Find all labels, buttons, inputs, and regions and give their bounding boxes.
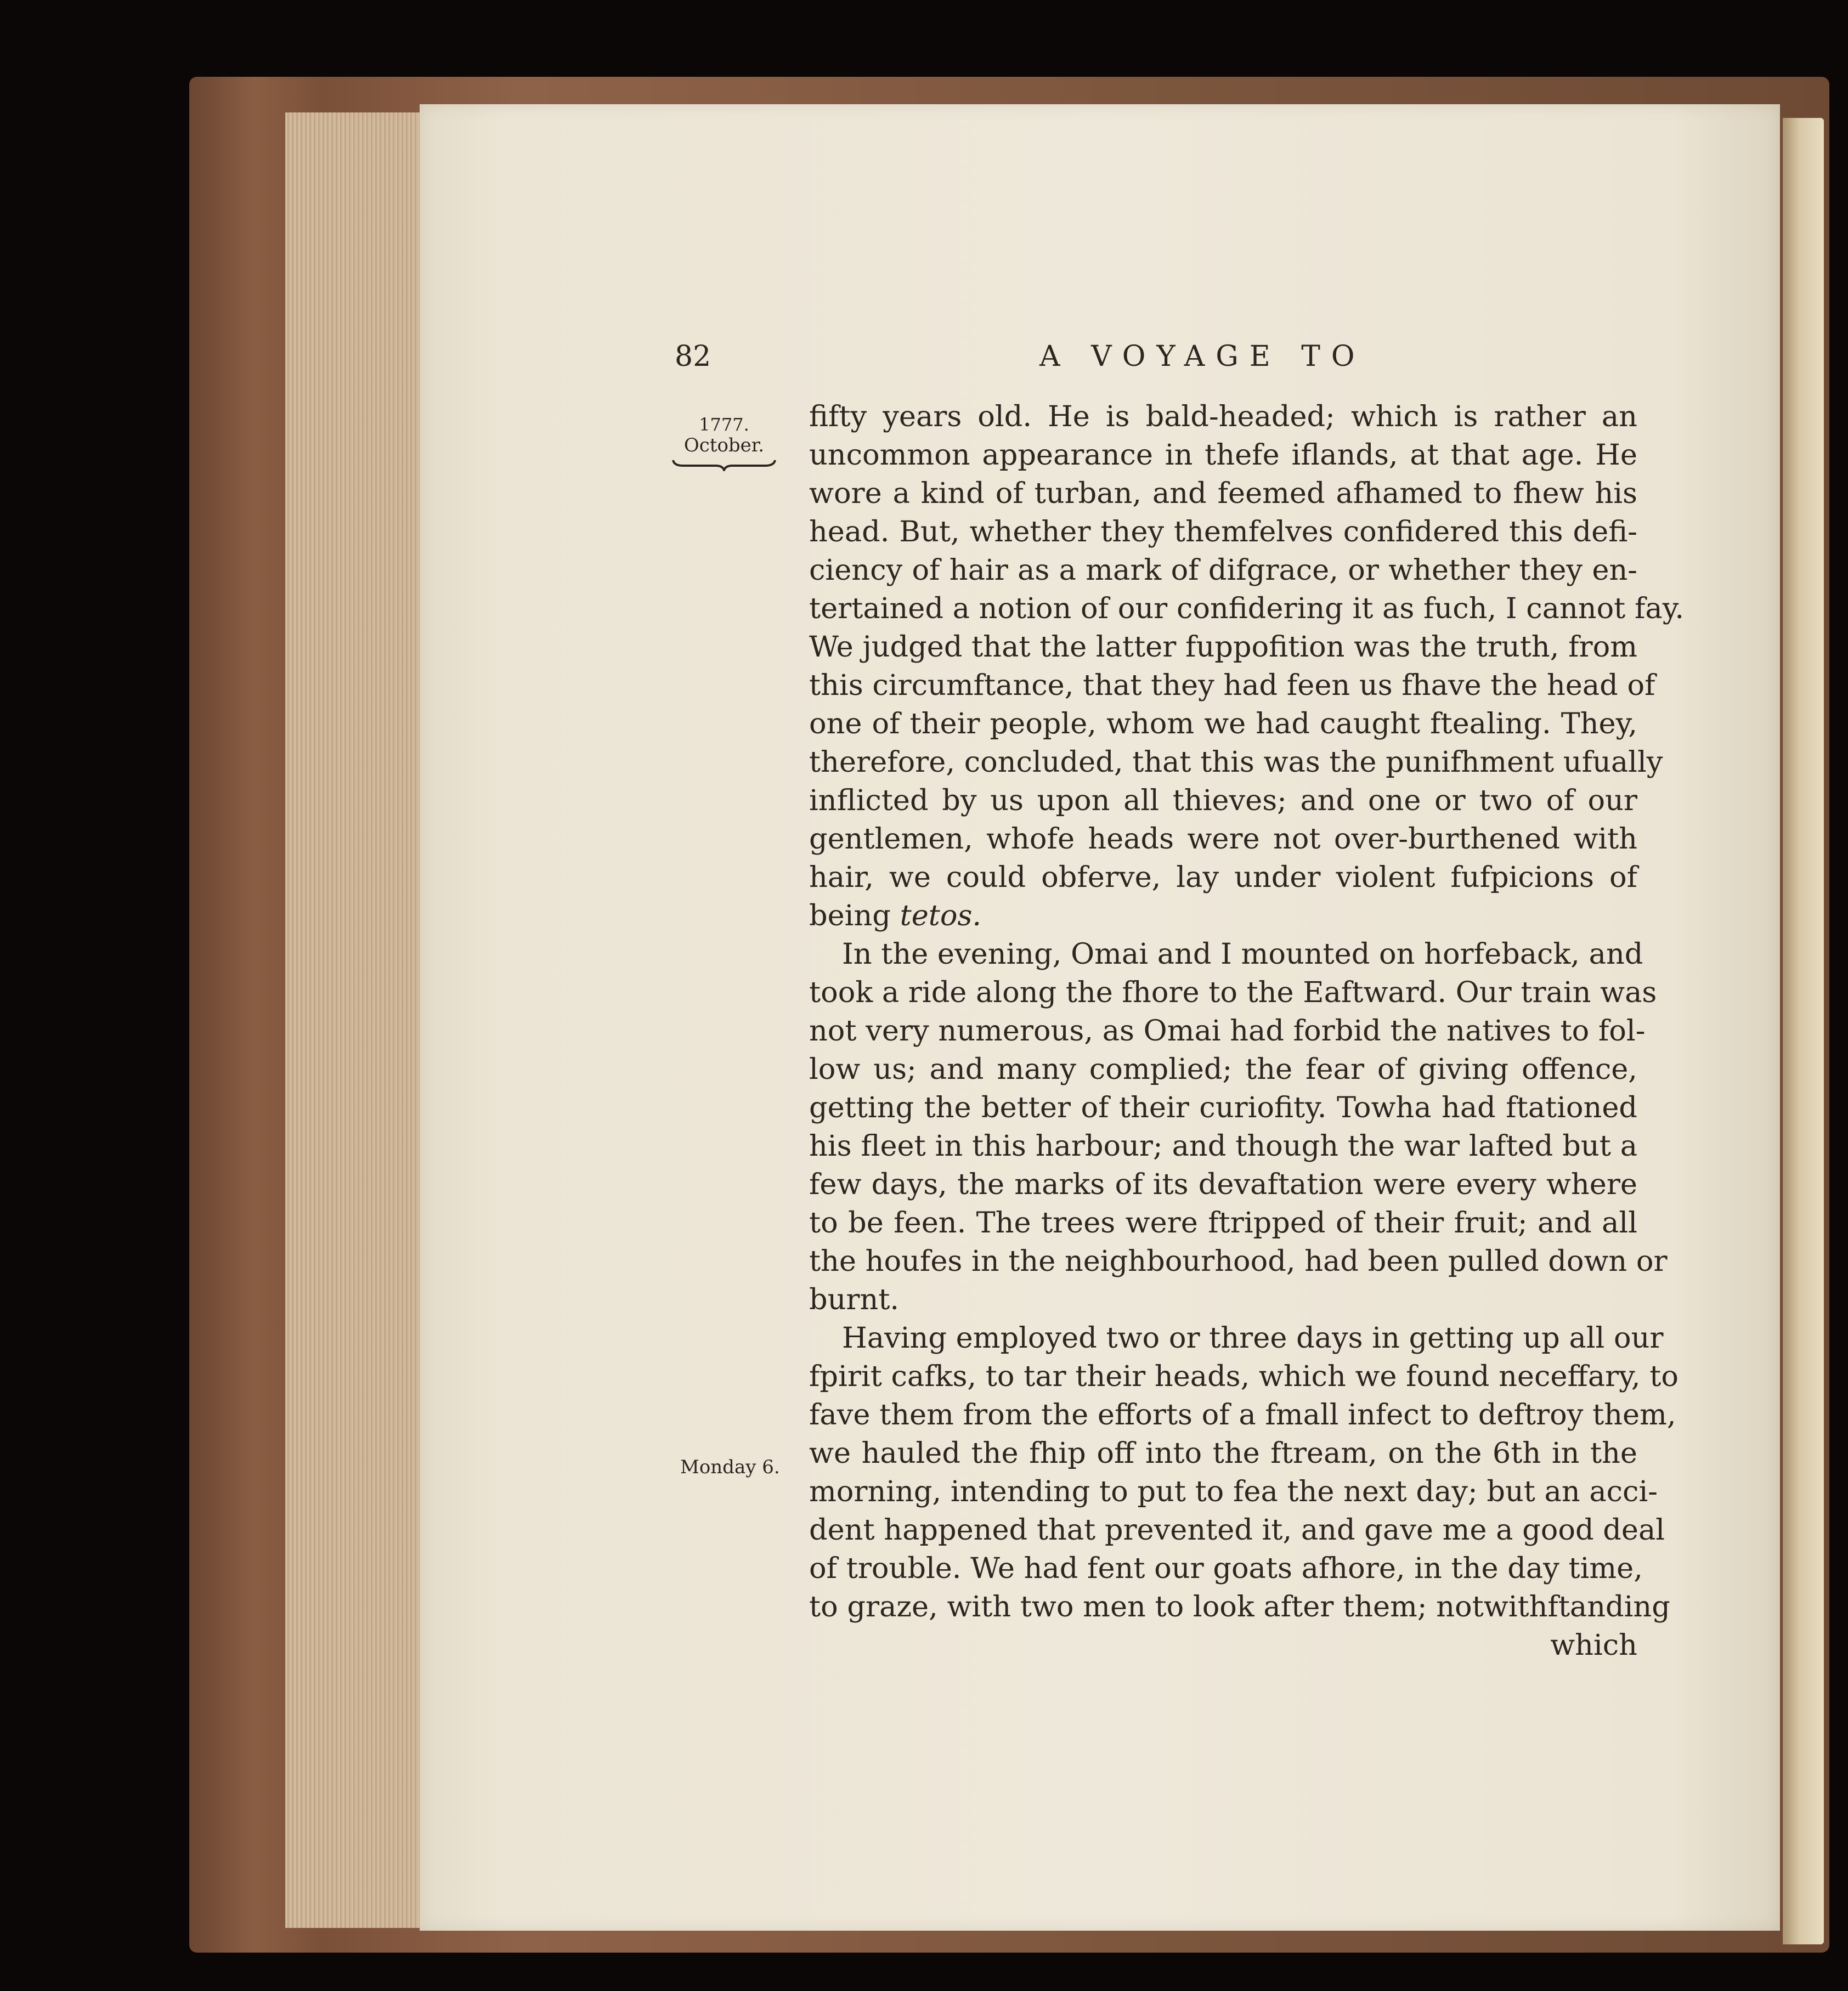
text-line: uncommon appearance in thefe iflands, at that age. He bbox=[809, 438, 1637, 472]
text-line: inflicted by us upon all thieves; and one or two of our bbox=[809, 784, 1637, 817]
text-line: we hauled the fhip off into the ftream, on the 6th in the bbox=[809, 1436, 1637, 1470]
text-line: dent happened that prevented it, and gave me a good deal bbox=[809, 1513, 1665, 1547]
text-line: to graze, with two men to look after them; notwithftanding bbox=[809, 1590, 1670, 1624]
text-line: fifty years old. He is bald-headed; which is rather an bbox=[809, 400, 1637, 433]
page-edges-right bbox=[1783, 118, 1824, 1944]
text-line: morning, intending to put to fea the next day; but an acci- bbox=[809, 1475, 1658, 1508]
text-line-last: burnt. bbox=[809, 1283, 900, 1316]
text-line-last bbox=[809, 897, 1637, 935]
text-line: took a ride along the fhore to the Eaftward. Our train was bbox=[809, 976, 1657, 1009]
body-text bbox=[809, 398, 1685, 1665]
text-line: tertained a notion of our confidering it as fuch, I cannot fay. bbox=[809, 592, 1685, 625]
catchword: which bbox=[1550, 1628, 1637, 1662]
text-line: wore a kind of turban, and feemed afhamed to fhew his bbox=[809, 477, 1637, 510]
page-edges-left bbox=[285, 112, 423, 1928]
page-number: 82 bbox=[675, 340, 711, 373]
margin-date-note bbox=[669, 414, 779, 471]
text-line: ciency of hair as a mark of difgrace, or whether they en- bbox=[809, 553, 1637, 587]
book-page bbox=[420, 104, 1780, 1931]
text-word: being bbox=[809, 899, 891, 932]
text-line: not very numerous, as Omai had forbid the natives to fol- bbox=[809, 1014, 1646, 1048]
text-line: fave them from the efforts of a fmall infect to deftroy them, bbox=[809, 1398, 1676, 1432]
text-line: to be feen. The trees were ftripped of their fruit; and all bbox=[809, 1206, 1637, 1240]
running-title: A VOYAGE TO bbox=[1039, 340, 1366, 373]
text-line: one of their people, whom we had caught ftealing. They, bbox=[809, 707, 1637, 740]
text-line: the houfes in the neighbourhood, had been pulled down or bbox=[809, 1245, 1668, 1278]
text-line: few days, the marks of its devaftation were every where bbox=[809, 1168, 1637, 1201]
running-head bbox=[420, 340, 1780, 384]
margin-day-note: Monday 6. bbox=[680, 1456, 780, 1478]
text-line: We judged that the latter fuppofition was the truth, from bbox=[809, 630, 1637, 664]
text-line: hair, we could obferve, lay under violent fufpicions of bbox=[809, 861, 1637, 894]
text-line: gentlemen, whofe heads were not over-burthened with bbox=[809, 822, 1637, 856]
text-line: fpirit cafks, to tar their heads, which we found neceffary, to bbox=[809, 1360, 1679, 1393]
brace-ornament-icon bbox=[672, 458, 776, 471]
margin-year: 1777. bbox=[699, 414, 749, 435]
text-line: his fleet in this harbour; and though the war lafted but a bbox=[809, 1129, 1637, 1163]
text-line: In the evening, Omai and I mounted on horfeback, and bbox=[842, 937, 1643, 971]
text-line: head. But, whether they themfelves confidered this defi- bbox=[809, 515, 1637, 548]
text-line: therefore, concluded, that this was the punifhment ufually bbox=[809, 745, 1663, 779]
text-line: Having employed two or three days in getting up all our bbox=[842, 1321, 1664, 1355]
italic-word: tetos. bbox=[900, 899, 982, 932]
text-line: low us; and many complied; the fear of giving offence, bbox=[809, 1053, 1637, 1086]
text-line: getting the better of their curiofity. Towha had ftationed bbox=[809, 1091, 1637, 1124]
text-line: this circumftance, that they had feen us fhave the head of bbox=[809, 669, 1655, 702]
text-line: of trouble. We had fent our goats afhore, in the day time, bbox=[809, 1552, 1643, 1585]
margin-month: October. bbox=[683, 434, 765, 456]
